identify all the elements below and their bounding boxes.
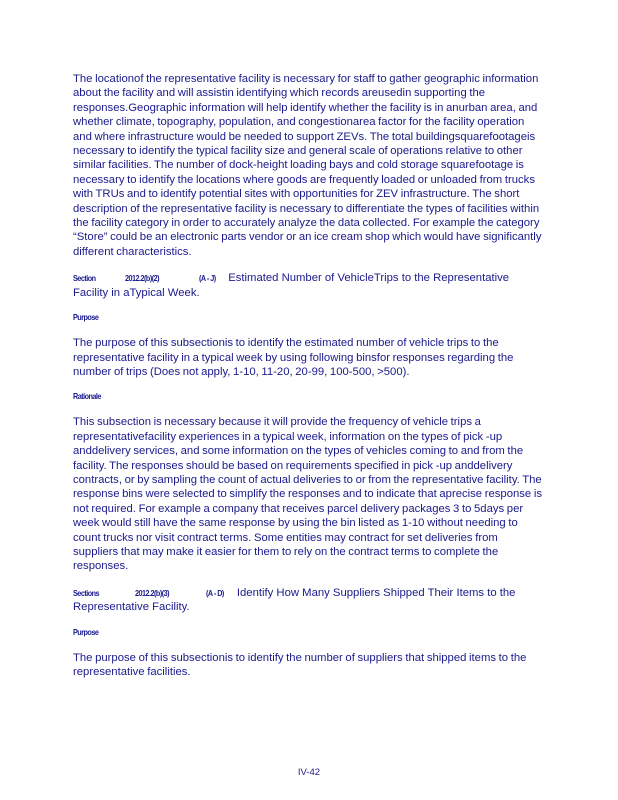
purpose-label: Purpose: [73, 312, 99, 323]
section-number: 2012.2(b)(3): [135, 587, 170, 598]
paragraph-facility-location: The locationof the representative facility is necessary for staff to gather geographic information about the facility and will assistin identifying which records areusedin supporting the responses.Geographic information will help identify whether the facility is in anurban area, and whether climate, topography, population, and congestionarea factor for the facility operation and where infrastructure would be needed to support ZEVs. The total buildingsquarefootageis necessary to identify the typical facility size and general scale of operations relative to other similar facilities. The number of dock-height loading bays and cold storage squarefootage is necessary to identify the locations where goods are frequently loaded or unloaded from trucks with TRUs and to identify potential sites with opportunities for ZEV infrastructure. The short description of the representative facility is necessary to differentiate the types of facilities within the facility category in order to accurately analyze the data collected. For example the category “Store” could be an electronic parts vendor or an ice cream shop which would have significantly different characteristics.: [73, 73, 542, 258]
section-label: Section: [73, 273, 96, 284]
section-title: Estimated Number of VehicleTrips to the Representative Facility in aTypical Week.: [73, 272, 510, 299]
section-heading-vehicle-trips: [73, 271, 543, 300]
paragraph-purpose-suppliers: The purpose of this subsectionis to identify the number of suppliers that shipped items to the representative facilities.: [73, 651, 527, 678]
paragraph-rationale: This subsection is necessary because it will provide the frequency of vehicle trips a representativefacility experiences in a typical week, information on the types of pick -up anddelivery services, and some information on the types of vehicles coming to and from the facility. The responses should be based on requirements specified in pick -up anddelivery contracts, or by sampling the count of actual deliveries to or from the representative facility. The response bins were selected to simplify the responses and to indicate that aprecise response is not required. For example a company that receives parcel delivery packages 3 to 5days per week would still have the same response by using the bin listed as 1-10 without needing to count trucks nor visit contract terms. Some entities may contract for set deliveries from suppliers that may make it easier for them to rely on the contract terms to complete the responses.: [73, 416, 542, 573]
section-heading-suppliers: [73, 586, 543, 615]
section-title: Identify How Many Suppliers Shipped Their Items to the Representative Facility.: [73, 586, 516, 614]
paragraph-purpose-vehicle-trips: The purpose of this subsectionis to identify the estimated number of vehicle trips to the representative facility in a typical week by using following binsfor responses regarding the number of trips (Does not apply, 1-10, 11-20, 20-99, 100-500, >500).: [73, 337, 514, 378]
section-number: 2012.2(b)(2): [124, 273, 159, 284]
purpose-label: Purpose: [73, 626, 99, 637]
section-label: Sections: [73, 587, 100, 598]
rationale-label: Rationale: [73, 391, 101, 402]
section-range: (A - J): [199, 273, 216, 284]
document-page: [73, 72, 543, 679]
section-range: (A - D): [206, 587, 225, 598]
page-number: IV-42: [297, 767, 321, 778]
